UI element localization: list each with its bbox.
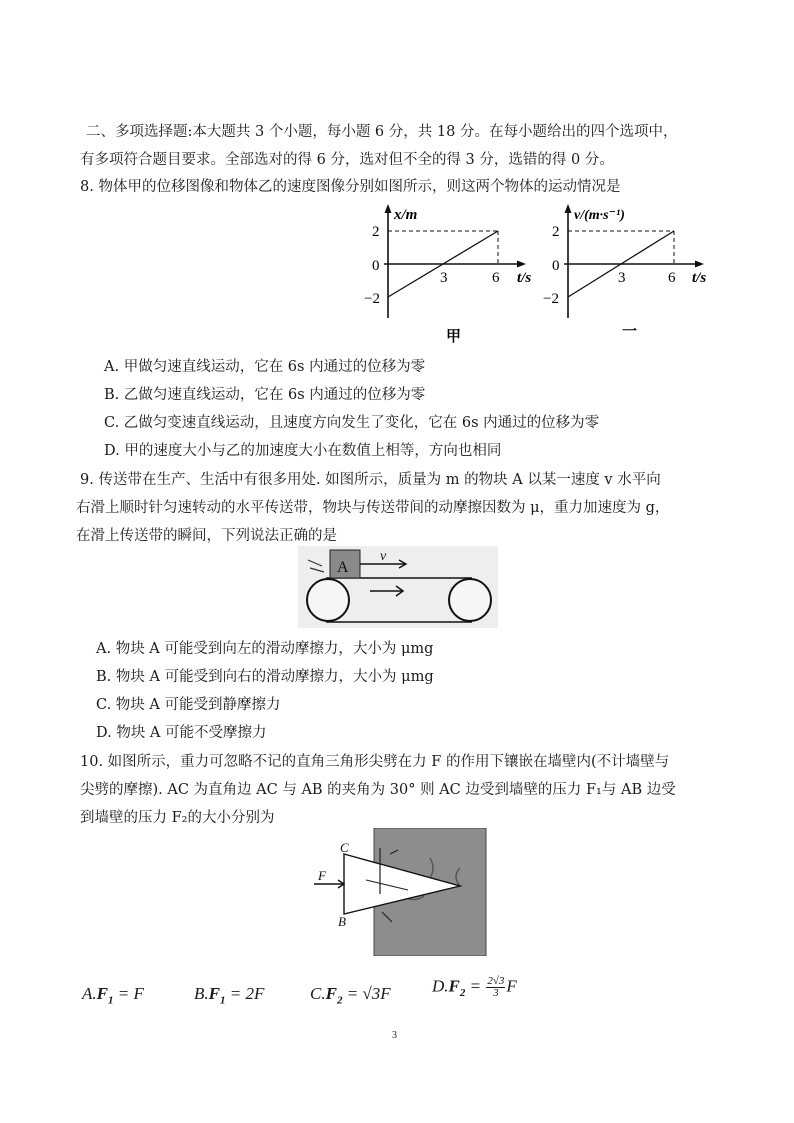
q10-answer-b [194,984,264,1006]
graph-a-ylabel: x/m [394,207,418,223]
answer-d-sub: 2 [459,986,466,999]
graph-b-y-bottom: −2 [543,291,559,307]
block-a-label: A [337,559,349,576]
answer-b-sub: 1 [219,994,226,1007]
q9-stem-line1: 9. 传送带在生产、生活中有很多用处. 如图所示，质量为 m 的物块 A 以某一速度 v 水平向 [80,472,661,488]
q8-stem: 8. 物体甲的位移图像和物体乙的速度图像分别如图所示，则这两个物体的运动情况是 [80,179,621,195]
conveyor-belt-figure [298,546,498,628]
answer-a-sub: 1 [107,994,114,1007]
q8-option-c: C. 乙做匀变速直线运动，且速度方向发生了变化，它在 6s 内通过的位移为零 [104,415,600,431]
answer-b-symbol: F [208,984,220,1003]
q10-stem-line2: 尖劈的摩擦). AC 为直角边 AC 与 AB 的夹角为 30° 则 AC 边受到墙壁的压力 F₁与 AB 边受 [80,782,676,798]
graph-b-x-mid: 3 [618,270,626,286]
answer-d-tail: F [506,976,517,996]
answer-b-rest: = 2F [225,984,265,1003]
section-header-line1: 二、多项选择题:本大题共 3 个小题，每小题 6 分，共 18 分。在每小题给出的四个选项中， [86,124,678,140]
answer-d-equals: = [465,976,486,996]
graph-a-y-zero: 0 [372,258,380,274]
answer-b-prefix: B. [194,984,209,1003]
q10-answer-d [432,976,517,999]
answer-a-symbol: F [96,984,108,1003]
graph-a [364,204,531,345]
section-header-line2: 有多项符合题目要求。全部选对的得 6 分，选对但不全的得 3 分，选错的得 0 分。 [80,152,614,168]
answer-a-prefix: A. [82,984,97,1003]
q9-option-b: B. 物块 A 可能受到向右的滑动摩擦力，大小为 μmg [96,669,434,685]
page-number: 3 [392,1030,397,1041]
graph-b-caption: 一 [622,324,638,340]
q10-stem-line3: 到墙壁的压力 F₂的大小分别为 [80,810,275,826]
q8-option-a: A. 甲做匀速直线运动，它在 6s 内通过的位移为零 [104,359,426,375]
velocity-label: v [380,549,387,564]
graph-a-xlabel: t/s [517,270,532,286]
graph-b [543,204,706,340]
answer-d-numerator: 2√3 [487,975,505,987]
answer-d-denominator: 3 [493,987,499,999]
answer-c-symbol: F [325,984,337,1003]
graph-b-y-zero: 0 [552,258,560,274]
vertex-b-label: B [338,914,346,929]
q9-stem-line3: 在滑上传送带的瞬间，下列说法正确的是 [76,528,337,544]
q10-stem-line1: 10. 如图所示，重力可忽略不记的直角三角形尖劈在力 F 的作用下镶嵌在墙壁内(不计墙壁与 [80,754,670,770]
q9-stem-line2: 右滑上顺时针匀速转动的水平传送带，物块与传送带间的动摩擦因数为 μ，重力加速度为 g， [76,500,670,516]
graph-b-ylabel: v/(m·s⁻¹) [574,208,625,223]
graph-a-x-mid: 3 [440,270,448,286]
vertex-c-label: C [340,840,349,855]
q8-option-b: B. 乙做匀速直线运动，它在 6s 内通过的位移为零 [104,387,426,403]
graph-b-x-end: 6 [668,270,676,286]
answer-d-prefix: D. [432,976,449,996]
q10-answer-c [310,984,391,1006]
q10-answer-a [82,984,144,1006]
force-f-label: F [318,868,326,883]
graph-b-xlabel: t/s [692,270,707,286]
answer-c-sub: 2 [336,994,343,1007]
wedge-in-wall-figure [310,828,488,956]
graph-a-caption: 甲 [446,329,462,345]
q9-option-d: D. 物块 A 可能不受摩擦力 [96,725,267,741]
q8-graphs [360,200,720,350]
graph-b-y-top: 2 [552,224,560,240]
graph-a-y-top: 2 [372,224,380,240]
q8-option-d: D. 甲的速度大小与乙的加速度大小在数值上相等，方向也相同 [104,443,502,459]
answer-c-rest: = √3F [342,984,391,1003]
answer-c-prefix: C. [310,984,326,1003]
answer-d-fraction [486,976,505,999]
graph-a-y-bottom: −2 [364,291,380,307]
graph-a-x-end: 6 [492,270,500,286]
answer-a-rest: = F [113,984,144,1003]
answer-d-symbol: F [448,976,460,996]
q9-option-c: C. 物块 A 可能受到静摩擦力 [96,697,281,713]
q9-option-a: A. 物块 A 可能受到向左的滑动摩擦力，大小为 μmg [96,641,434,657]
